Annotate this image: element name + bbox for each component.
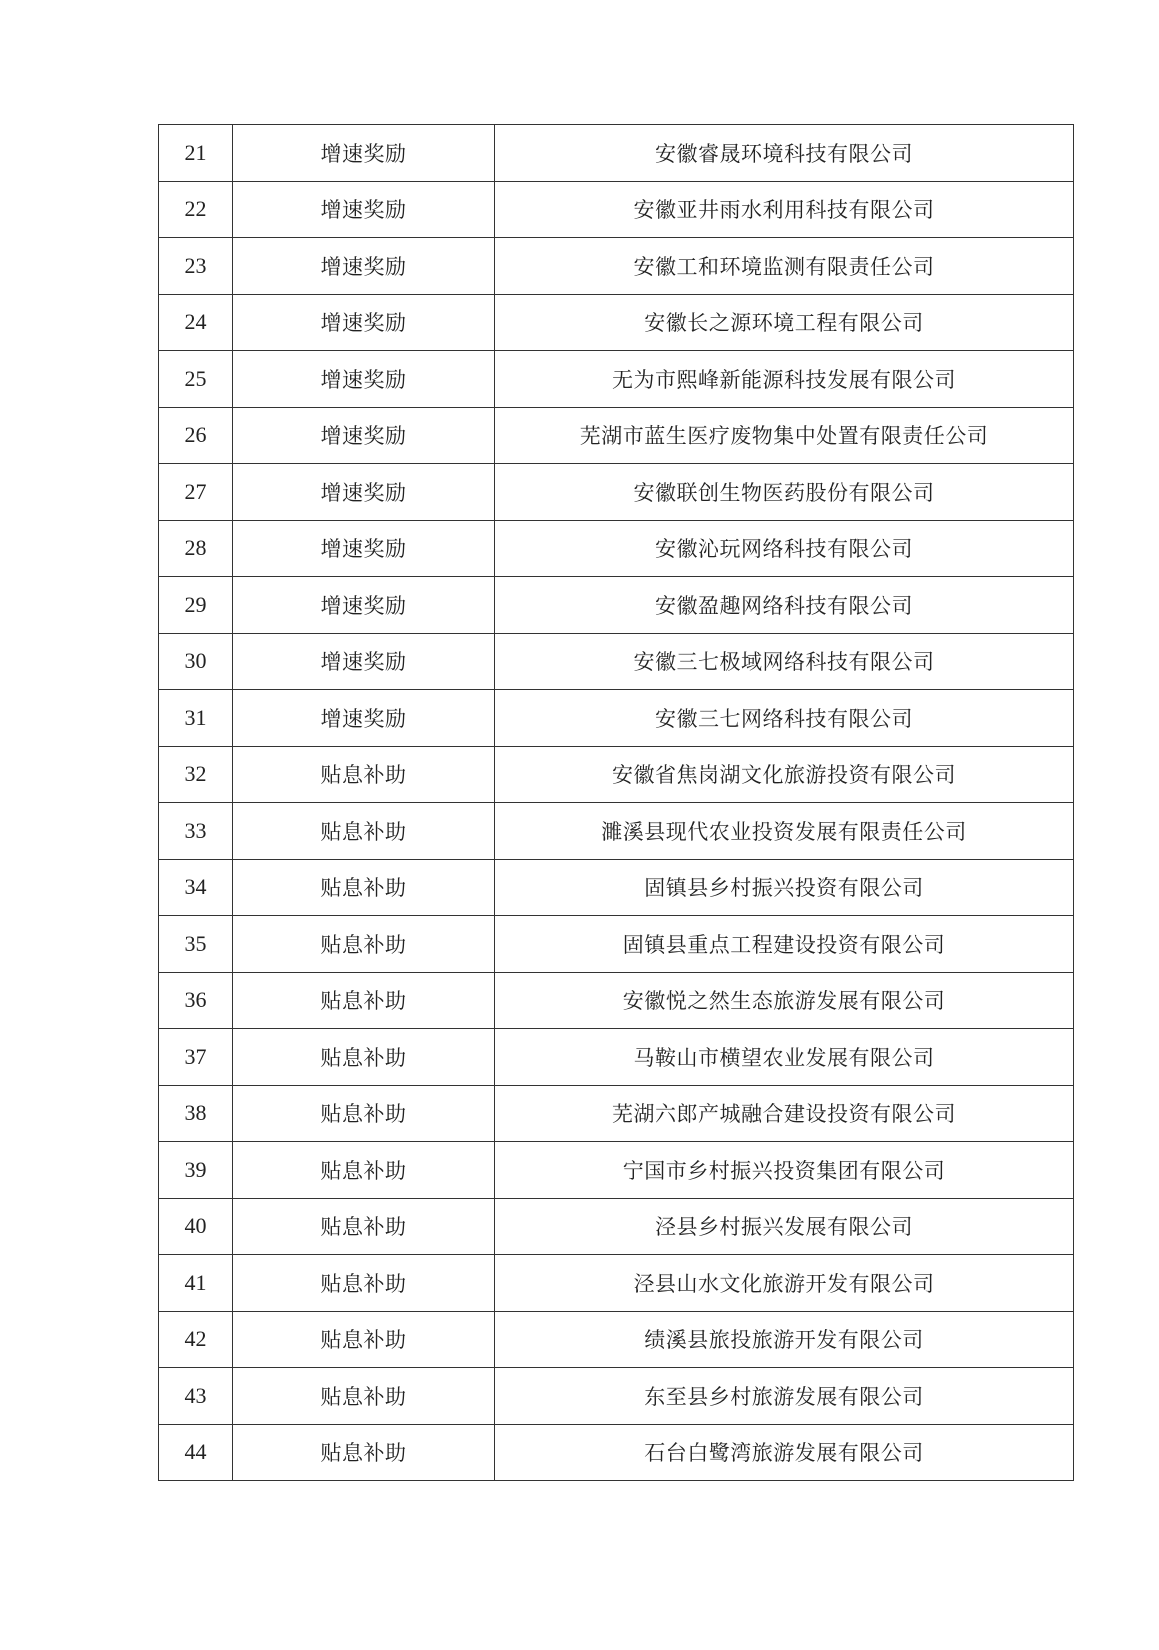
support-type: 贴息补助 bbox=[233, 1424, 495, 1481]
company-name: 安徽悦之然生态旅游发展有限公司 bbox=[495, 972, 1074, 1029]
table-row bbox=[159, 859, 1074, 916]
table-row bbox=[159, 690, 1074, 747]
support-type: 增速奖励 bbox=[233, 407, 495, 464]
row-number: 36 bbox=[159, 972, 233, 1029]
support-type: 增速奖励 bbox=[233, 294, 495, 351]
support-type: 增速奖励 bbox=[233, 181, 495, 238]
company-name: 泾县山水文化旅游开发有限公司 bbox=[495, 1255, 1074, 1312]
table-row bbox=[159, 125, 1074, 182]
table-row bbox=[159, 1255, 1074, 1312]
row-number: 32 bbox=[159, 746, 233, 803]
support-type: 贴息补助 bbox=[233, 1029, 495, 1086]
table-row bbox=[159, 1424, 1074, 1481]
support-type: 贴息补助 bbox=[233, 916, 495, 973]
row-number: 28 bbox=[159, 520, 233, 577]
support-type: 贴息补助 bbox=[233, 1142, 495, 1199]
support-type: 增速奖励 bbox=[233, 577, 495, 634]
company-name: 固镇县重点工程建设投资有限公司 bbox=[495, 916, 1074, 973]
row-number: 31 bbox=[159, 690, 233, 747]
table-row bbox=[159, 1085, 1074, 1142]
support-type: 增速奖励 bbox=[233, 238, 495, 295]
table-row bbox=[159, 520, 1074, 577]
table-row bbox=[159, 407, 1074, 464]
company-name: 安徽亚井雨水利用科技有限公司 bbox=[495, 181, 1074, 238]
company-name: 芜湖六郎产城融合建设投资有限公司 bbox=[495, 1085, 1074, 1142]
support-type: 贴息补助 bbox=[233, 972, 495, 1029]
table-row bbox=[159, 972, 1074, 1029]
support-type: 增速奖励 bbox=[233, 125, 495, 182]
support-type: 增速奖励 bbox=[233, 520, 495, 577]
company-name: 石台白鹭湾旅游发展有限公司 bbox=[495, 1424, 1074, 1481]
support-type: 贴息补助 bbox=[233, 859, 495, 916]
company-list-table bbox=[158, 124, 1074, 1481]
table-row bbox=[159, 577, 1074, 634]
company-name: 无为市熙峰新能源科技发展有限公司 bbox=[495, 351, 1074, 408]
row-number: 42 bbox=[159, 1311, 233, 1368]
table-row bbox=[159, 1142, 1074, 1199]
support-type: 增速奖励 bbox=[233, 351, 495, 408]
table-row bbox=[159, 181, 1074, 238]
company-name: 安徽长之源环境工程有限公司 bbox=[495, 294, 1074, 351]
row-number: 29 bbox=[159, 577, 233, 634]
company-name: 安徽三七网络科技有限公司 bbox=[495, 690, 1074, 747]
table-row bbox=[159, 633, 1074, 690]
table-row bbox=[159, 1311, 1074, 1368]
table-row bbox=[159, 464, 1074, 521]
company-name: 安徽盈趣网络科技有限公司 bbox=[495, 577, 1074, 634]
company-name: 绩溪县旅投旅游开发有限公司 bbox=[495, 1311, 1074, 1368]
support-type: 贴息补助 bbox=[233, 803, 495, 860]
table-row bbox=[159, 1198, 1074, 1255]
table-row bbox=[159, 1029, 1074, 1086]
row-number: 24 bbox=[159, 294, 233, 351]
row-number: 37 bbox=[159, 1029, 233, 1086]
row-number: 21 bbox=[159, 125, 233, 182]
table-row bbox=[159, 916, 1074, 973]
row-number: 26 bbox=[159, 407, 233, 464]
row-number: 40 bbox=[159, 1198, 233, 1255]
row-number: 33 bbox=[159, 803, 233, 860]
table-row bbox=[159, 746, 1074, 803]
table-row bbox=[159, 1368, 1074, 1425]
company-name: 安徽三七极域网络科技有限公司 bbox=[495, 633, 1074, 690]
row-number: 23 bbox=[159, 238, 233, 295]
company-name: 马鞍山市横望农业发展有限公司 bbox=[495, 1029, 1074, 1086]
table-row bbox=[159, 351, 1074, 408]
support-type: 贴息补助 bbox=[233, 746, 495, 803]
company-name: 安徽联创生物医药股份有限公司 bbox=[495, 464, 1074, 521]
support-type: 贴息补助 bbox=[233, 1198, 495, 1255]
support-type: 增速奖励 bbox=[233, 690, 495, 747]
support-type: 贴息补助 bbox=[233, 1311, 495, 1368]
row-number: 35 bbox=[159, 916, 233, 973]
support-type: 贴息补助 bbox=[233, 1368, 495, 1425]
row-number: 39 bbox=[159, 1142, 233, 1199]
row-number: 22 bbox=[159, 181, 233, 238]
company-name: 芜湖市蓝生医疗废物集中处置有限责任公司 bbox=[495, 407, 1074, 464]
company-name: 安徽工和环境监测有限责任公司 bbox=[495, 238, 1074, 295]
support-type: 增速奖励 bbox=[233, 464, 495, 521]
company-name: 安徽睿晟环境科技有限公司 bbox=[495, 125, 1074, 182]
table-body bbox=[159, 125, 1074, 1481]
row-number: 44 bbox=[159, 1424, 233, 1481]
company-name: 泾县乡村振兴发展有限公司 bbox=[495, 1198, 1074, 1255]
company-name: 固镇县乡村振兴投资有限公司 bbox=[495, 859, 1074, 916]
table-row bbox=[159, 803, 1074, 860]
support-type: 增速奖励 bbox=[233, 633, 495, 690]
row-number: 38 bbox=[159, 1085, 233, 1142]
company-name: 宁国市乡村振兴投资集团有限公司 bbox=[495, 1142, 1074, 1199]
company-name: 安徽沁玩网络科技有限公司 bbox=[495, 520, 1074, 577]
row-number: 30 bbox=[159, 633, 233, 690]
company-name: 东至县乡村旅游发展有限公司 bbox=[495, 1368, 1074, 1425]
support-type: 贴息补助 bbox=[233, 1255, 495, 1312]
row-number: 34 bbox=[159, 859, 233, 916]
support-type: 贴息补助 bbox=[233, 1085, 495, 1142]
row-number: 27 bbox=[159, 464, 233, 521]
table-row bbox=[159, 294, 1074, 351]
table-row bbox=[159, 238, 1074, 295]
row-number: 43 bbox=[159, 1368, 233, 1425]
company-name: 濉溪县现代农业投资发展有限责任公司 bbox=[495, 803, 1074, 860]
company-name: 安徽省焦岗湖文化旅游投资有限公司 bbox=[495, 746, 1074, 803]
row-number: 25 bbox=[159, 351, 233, 408]
row-number: 41 bbox=[159, 1255, 233, 1312]
